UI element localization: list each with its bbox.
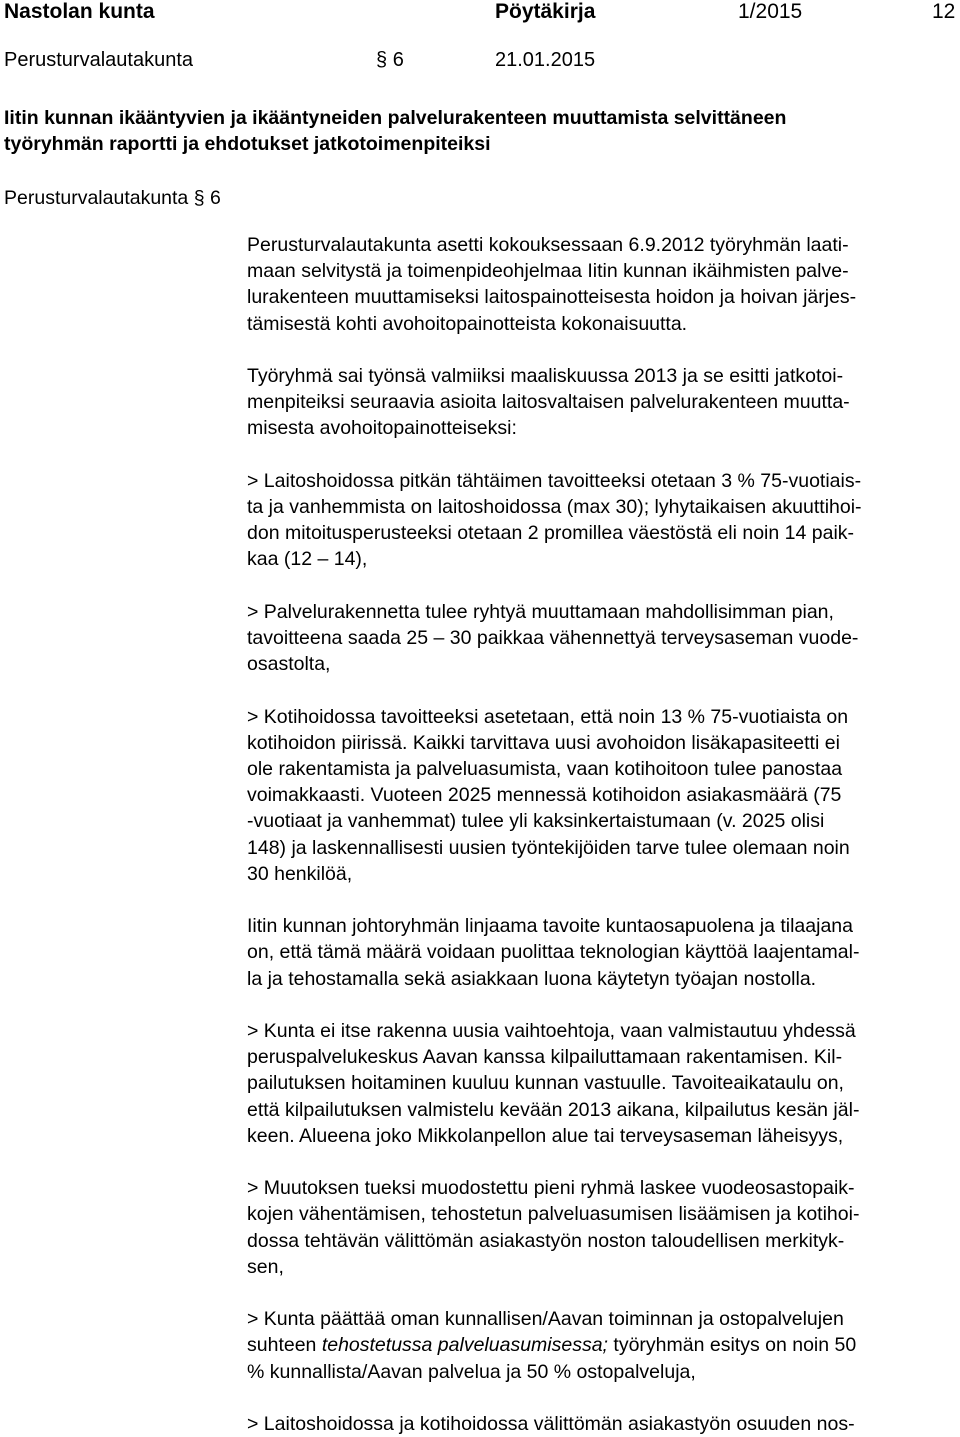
paragraph: Perusturvalautakunta asetti kokouksessaan 6.9.2012 työryhmän laati- maan selvitystä ja toimenpideohjelmaa Iitin kunnan ikäihmisten palve- lurakenteen muuttamiseksi laitospainotteisesta hoidon ja hoivan järjes- tämisestä kohti avohoitopainotteista kokonaisuutta.: [247, 234, 857, 335]
paragraph-final-part1: > Kunta päättää oman kunnallisen/Aavan toiminnan ja ostopalvelujen suhteen: [247, 1308, 844, 1357]
paragraph: > Palvelurakennetta tulee ryhtyä muuttamaan mahdollisimman pian, tavoitteena saada 25 – 30 paikkaa vähennettyä terveysaseman vuode- osastolta,: [247, 600, 859, 676]
paragraph: > Muutoksen tueksi muodostettu pieni ryhmä laskee vuodeosastopaik- kojen vähentämisen, tehostetun palveluasumisen lisäämisen ja kotihoi- dossa tehtävän välittömän asiakastyön noston taloudellisen merkityk- sen,: [247, 1177, 860, 1278]
municipality-name: Nastolan kunta: [4, 0, 155, 23]
paragraph: > Kunta ei itse rakenna uusia vaihtoehtoja, vaan valmistautuu yhdessä peruspalvelukeskus Aavan kanssa kilpailuttamaan rakentamisen. Kil- pailutuksen hoitaminen kuuluu kunnan vastuulle. Tavoiteaikataulu on, että kilpailutuksen valmistelu kevään 2013 aikana, kilpailutus kesän jäl- keen. Alueena joko Mikkolanpellon alue tai terveysaseman läheisyys,: [247, 1020, 860, 1147]
paragraph: Iitin kunnan johtoryhmän linjaama tavoite kuntaosapuolena ja tilaajana on, että tämä määrä voidaan puolittaa teknologian käyttöä laajentamal- la ja tehostamalla sekä asiakkaan luona käytetyn työajan nostolla.: [247, 915, 860, 990]
section-sign: §: [376, 49, 393, 71]
paragraph: Työryhmä sai työnsä valmiiksi maaliskuussa 2013 ja se esitti jatkotoi- menpiteiksi seuraavia asioita laitosvaltaisen palvelurakenteen muutta- misesta avohoitopainotteiseksi:: [247, 365, 850, 440]
paragraph-final-part2: työryhmän esitys on noin 50 % kunnallista/Aavan palvelua ja 50 % ostopalveluja,: [247, 1334, 857, 1383]
document-body: [247, 232, 947, 1437]
page-number: 12: [932, 0, 956, 23]
paragraph-last-line: > Laitoshoidossa ja kotihoidossa välittömän asiakastyön osuuden nos-: [247, 1413, 855, 1435]
page-title: Iitin kunnan ikääntyvien ja ikääntyneiden palvelurakenteen muuttamista selvittäneen työryhmän raportti ja ehdotukset jatkotoimenpiteiksi: [4, 107, 787, 155]
paragraph: > Kotihoidossa tavoitteeksi asetetaan, että noin 13 % 75-vuotiaista on kotihoidon piirissä. Kaikki tarvittava uusi avohoidon lisäkapasiteetti ei ole rakentamista ja palveluasumista, vaan kotihoitoon tulee panostaa voimakkaasti. Vuoteen 2025 mennessä kotihoidon asiakasmäärä (75 -vuotiaat ja vanhemmat) tulee yli kaksinkertaistumaan (v. 2025 olisi 148) ja laskennallisesti uusien työntekijöiden tarve tulee olemaan noin 30 henkilöä,: [247, 705, 850, 885]
paragraph-final: [247, 1306, 947, 1385]
section-reference: Perusturvalautakunta § 6: [4, 187, 221, 209]
section-number-value: 6: [392, 49, 404, 71]
paragraph: > Laitoshoidossa pitkän tähtäimen tavoitteeksi otetaan 3 % 75-vuotiais- ta ja vanhemmista on laitoshoidossa (max 30); lyhytaikaisen akuuttihoi- don mitoitusperusteeksi otetaan 2 promillea väestöstä eli noin 14 paik- kaa (12 – 14),: [247, 469, 862, 571]
committee-name: Perusturvalautakunta: [4, 49, 194, 71]
meeting-date: 21.01.2015: [495, 49, 596, 71]
emphasized-text: tehostetussa palveluasumisessa;: [321, 1334, 608, 1357]
section-number: [376, 48, 404, 72]
document-type: Pöytäkirja: [495, 0, 596, 23]
document-number: 1/2015: [738, 0, 803, 23]
